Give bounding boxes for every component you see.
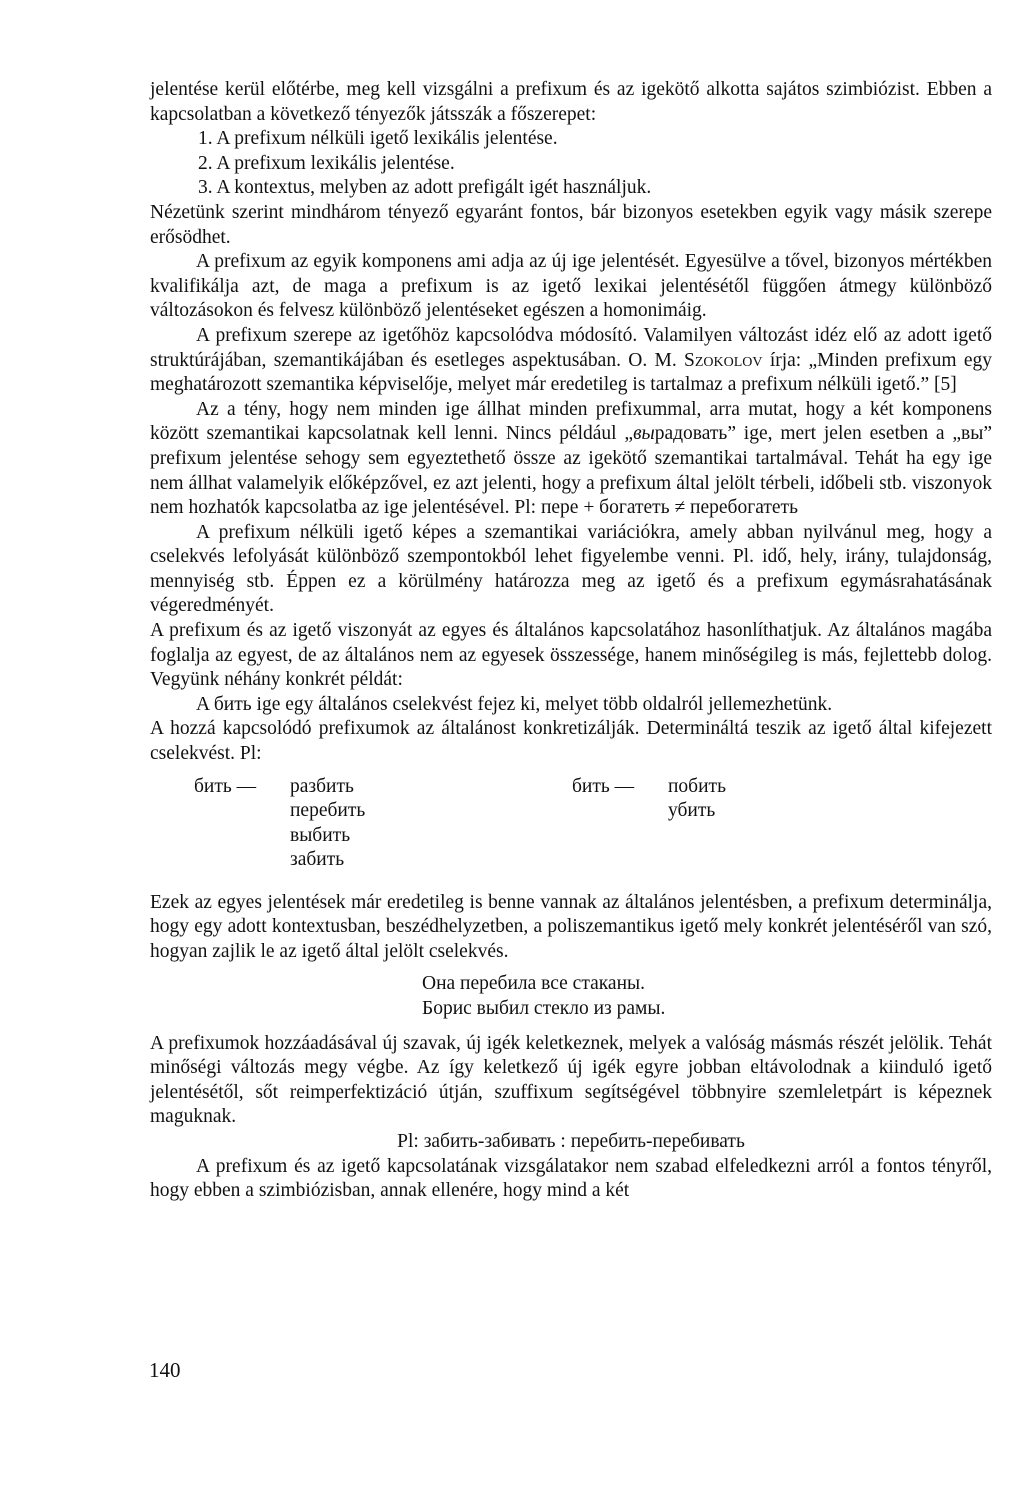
author-name: Szokolov [684, 349, 763, 371]
verb-examples [150, 775, 992, 877]
example-left-3: выбить [290, 824, 351, 846]
examples-left-head: бить — [194, 775, 257, 797]
example-left-2: перебить [290, 800, 366, 822]
example-right-2: убить [668, 800, 716, 822]
examples-right-head: бить — [572, 775, 635, 797]
paragraph-4-text-a: A prefixum szerepe az igetőhöz kapcsolódva módosító. Valamilyen változást idéz elő az adott igető struktúrájában, szemantikájában és esetleges aspektusában. O. M. [150, 324, 992, 371]
paragraph-4-text-b: írja: „Minden prefixum egy meghatározott szemantika képviselője, melyet már eredetileg is tartalmaz a prefixum nélküli igető.” [5] [150, 349, 993, 396]
italic-prefix: вы [633, 423, 655, 445]
paragraph-3: A prefixum az egyik komponens ami adja az új ige jelentését. Egyesülve a tővel, bizonyos mértékben kvalifikálja azt, de maga a prefixum is az igető lexikai jelentésétől függően átmegy különböző változásokon és felvesz különböző jelentéseket egészen a homonimáig. [150, 251, 992, 322]
paragraph-7: A prefixum és az igető viszonyát az egyes és általános kapcsolatához hasonlíthatjuk. Az általános magába foglalja az egyest, de az általános nem az egyesek összessége, hanem minőségileg is más, fejlettebb dolog. Vegyünk néhány konkrét példát: [150, 620, 992, 691]
list-item-1: 1. A prefixum nélküli igető lexikális jelentése. [198, 128, 558, 150]
paragraph-10: A prefixumok hozzáadásával új szavak, új igék keletkeznek, melyek a valóság másmás részét jelölik. Tehát minőségi változás megy végbe. Az így keletkező új igék egyre jobban eltávolodnak a kiinduló igető jelentésétől, sőt reimperfektizáció útján, szuffixum segítségével többnyire szemleletpárt is képeznek maguknak. [150, 1032, 992, 1128]
example-right-1: побить [668, 775, 726, 797]
paragraph-11: A prefixum és az igető kapcsolatának vizsgálatakor nem szabad elfeledkezni arról a fontos tényről, hogy ebben a szimbiózisban, annak ellenére, hogy mind a két [150, 1155, 992, 1202]
paragraph-5-text-b: ” ige, mert jelen esetben a „вы” prefixum jelentése sehogy sem egyeztethető össze az igekötő szemantikai tartalmával. Tehát ha egy ige nem állhat valamelyik előképzővel, ez azt jelenti, hogy a prefixum által jelölt térbeli, időbeli stb. viszonyok nem hozhatók kapcsolatba az ige jelentésével. Pl: пере + богатеть ≠ перебогатеть [150, 423, 992, 519]
paragraph-9: Ezek az egyes jelentések már eredetileg is benne vannak az általános jelentésben, a prefixum determinálja, hogy egy adott kontextusban, beszédhelyzetben, a poliszemantikus igető mely konkrét jelentéséről van szó, hogyan zajlik le az igető által jelölt cselekvés. [150, 891, 992, 962]
example-sentence-1: Она перебила все стаканы. [422, 973, 645, 995]
paragraph-4 [150, 324, 992, 398]
paragraph-intro [150, 78, 992, 127]
intro-line-2: szimbiózist. Ebben a kapcsolatban a következő tényezők játsszák a főszerepet: [150, 79, 992, 125]
paragraph-5 [150, 398, 992, 521]
paragraph-6: A prefixum nélküli igető képes a szemantikai variációkra, amely abban nyilvánul meg, hogy a cselekvés lefolyását különböző szempontokból lehet figyelembe venni. Pl. idő, hely, irány, tulajdonság, mennyiség stb. Éppen ez a körülmény határozza meg az igető és a prefixum egymásrahatásának végeredményét. [150, 521, 992, 617]
examples-right-column [572, 775, 726, 824]
page-number: 140 [149, 1358, 181, 1382]
paragraph-8-line-1: A бить ige egy általános cselekvést fejez ki, melyet több oldalról jellemezhetünk. [196, 693, 833, 715]
paragraph-2: Nézetünk szerint mindhárom tényező egyaránt fontos, bár bizonyos esetekben egyik vagy másik szerepe erősödhet. [150, 201, 992, 248]
paragraph-8-rest: A hozzá kapcsolódó prefixumok az általánost konkretizálják. Determináltá teszik az igető által kifejezett cselekvést. Pl: [150, 718, 992, 765]
aspect-pair-example: Pl: забить-забивать : перебить-перебивать [397, 1130, 745, 1152]
examples-left-column [194, 775, 365, 873]
example-sentence-2: Борис выбил стекло из рамы. [422, 998, 666, 1019]
intro-line-1: jelentése kerül előtérbe, meg kell vizsgálni a prefixum és az igekötő alkotta sajátos [150, 79, 820, 100]
example-sentences [150, 972, 992, 1021]
list-item-3: 3. A kontextus, melyben az adott prefigált igét használjuk. [198, 177, 652, 199]
example-left-4: забить [290, 849, 345, 871]
paragraph-5-text-a: Az a tény, hogy nem minden ige állhat minden prefixummal, arra mutat, hogy a két komponens között szemantikai kapcsolatnak kell lenni. Nincs például „ [150, 398, 992, 445]
example-left-1: разбить [290, 775, 354, 797]
page-body [150, 78, 992, 1204]
word-rest: радовать [654, 423, 728, 445]
list-item-2: 2. A prefixum lexikális jelentése. [198, 152, 455, 174]
